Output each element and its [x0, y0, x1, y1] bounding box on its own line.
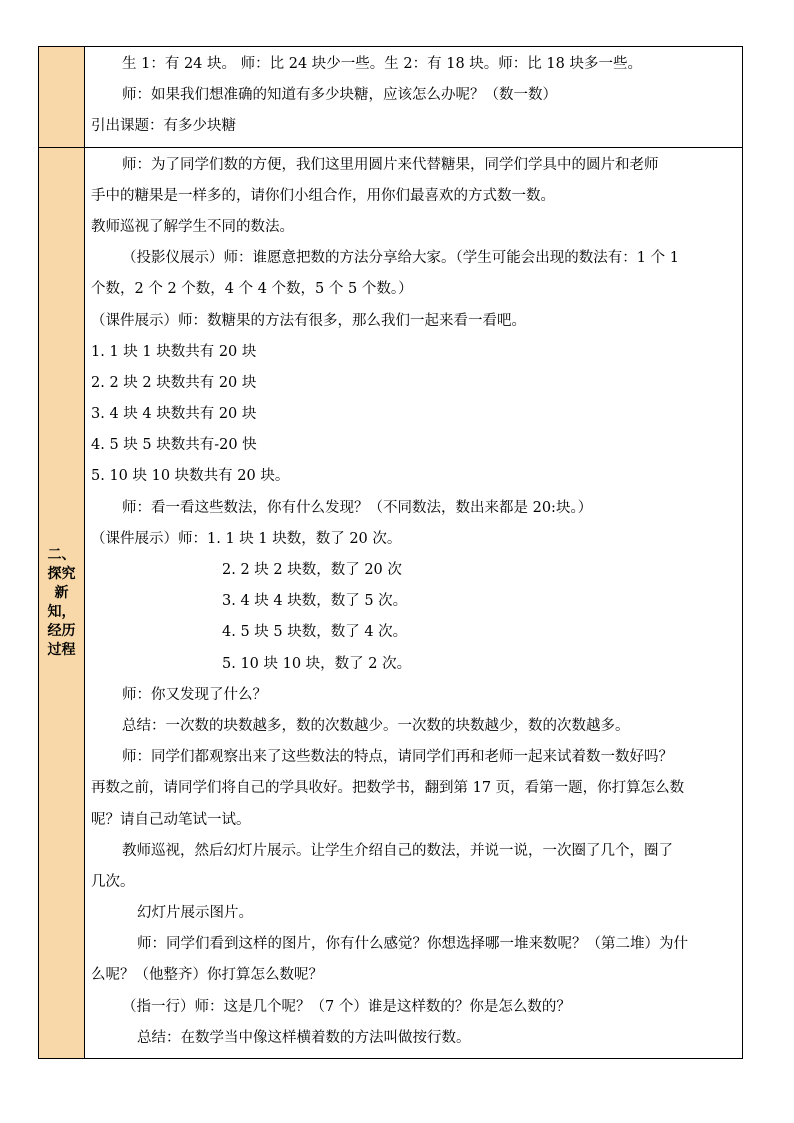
text-line: 总结：在数学当中像这样横着数的方法叫做按行数。	[137, 1029, 471, 1046]
text-line: 呢？请自己动笔试一试。	[91, 811, 251, 828]
section-label: 二、探究新知，经历过程	[47, 546, 76, 658]
text-line: 师：同学们都观察出来了这些数法的特点，请同学们再和老师一起来试着数一数好吗？	[122, 749, 673, 766]
text-line: 么呢？（他整齐）你打算怎么数呢？	[91, 967, 323, 984]
list-item: 3. 4 块 4 块数共有 20 块	[91, 406, 257, 423]
text-line: 引出课题：有多少块糖	[91, 118, 236, 135]
text-line: 个数，2 个 2 个数，4 个 4 个数，5 个 5 个数。）	[91, 281, 413, 298]
section-intro-content	[85, 47, 742, 147]
text-line: 几次。	[91, 873, 135, 890]
text-line: 手中的糖果是一样多的，请你们小组合作，用你们最喜欢的方式数一数。	[91, 187, 555, 204]
list-item: 5. 10 块 10 块数共有 20 块。	[91, 468, 290, 485]
text-line: 教师巡视了解学生不同的数法。	[91, 218, 294, 235]
list-item: 5. 10 块 10 块，数了 2 次。	[222, 655, 412, 672]
section-intro-row	[39, 47, 742, 147]
text-line: 总结：一次数的块数越多，数的次数越少。一次数的块数越少，数的次数越多。	[122, 717, 630, 734]
text-line: （课件展示）师：1. 1 块 1 块数，数了 20 次。	[91, 530, 402, 547]
text-line: 再数之前，请同学们将自己的学具收好。把数学书，翻到第 17 页，看第一题，你打算怎么数	[91, 780, 685, 797]
text-line: 师：你又发现了什么？	[122, 686, 267, 703]
section-explore-content	[85, 148, 742, 1058]
lesson-plan-table	[38, 46, 743, 1059]
text-line: 教师巡视，然后幻灯片展示。让学生介绍自己的数法，并说一说，一次圈了几个，圈了	[122, 842, 673, 859]
section-explore-row	[39, 147, 742, 1058]
section-explore-label-cell	[39, 148, 85, 1058]
list-item: 4. 5 块 5 块数共有-20 快	[91, 437, 257, 454]
list-item: 2. 2 块 2 块数共有 20 块	[91, 374, 257, 391]
text-line: （指一行）师：这是几个呢？（7 个）谁是这样数的？你是怎么数的？	[122, 998, 571, 1015]
text-line: 生 1：有 24 块。 师：比 24 块少一些。生 2：有 18 块。师：比 18 块多一些。	[122, 56, 642, 72]
list-item: 1. 1 块 1 块数共有 20 块	[91, 343, 257, 360]
text-line: 师：看一看这些数法，你有什么发现？（不同数法，数出来都是 20:块。）	[122, 499, 593, 516]
list-item: 3. 4 块 4 块数，数了 5 次。	[222, 593, 408, 610]
section-intro-label-cell	[39, 47, 85, 147]
text-line: 师：如果我们想准确的知道有多少块糖，应该怎么办呢？（数一数）	[122, 87, 557, 104]
list-item: 2. 2 块 2 块数，数了 20 次	[222, 562, 402, 578]
text-line: （课件展示）师：数糖果的方法有很多，那么我们一起来看一看吧。	[91, 312, 526, 329]
list-item: 4. 5 块 5 块数，数了 4 次。	[222, 624, 408, 641]
text-line: 师：为了同学们数的方便，我们这里用圆片来代替糖果，同学们学具中的圆片和老师	[122, 156, 659, 173]
text-line: 幻灯片展示图片。	[137, 905, 253, 922]
text-line: 师：同学们看到这样的图片，你有什么感觉？你想选择哪一堆来数呢？（第二堆）为什	[137, 936, 688, 953]
text-line: （投影仪展示）师：谁愿意把数的方法分享给大家。（学生可能会出现的数法有：1 个 1	[122, 250, 679, 267]
